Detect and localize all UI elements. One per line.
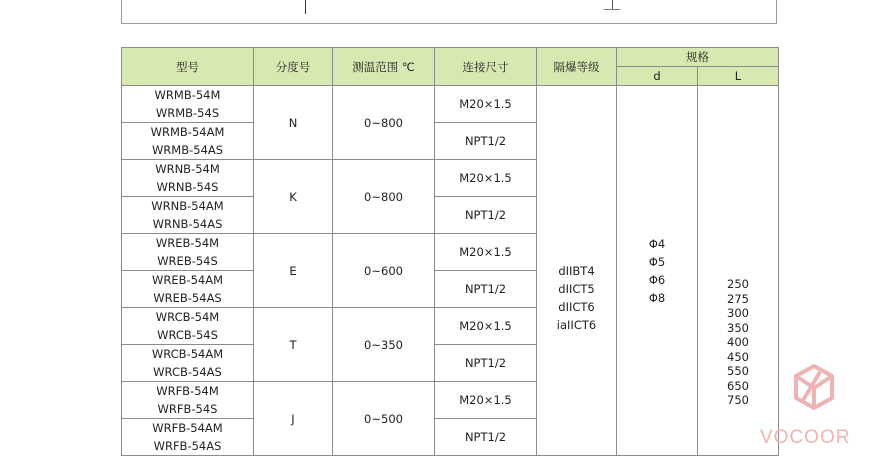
connection-cell: M20×1.5: [435, 234, 537, 271]
header-explosion-grade: 隔爆等级: [537, 48, 617, 86]
connection-cell: NPT1/2: [435, 345, 537, 382]
connection-cell: M20×1.5: [435, 382, 537, 419]
model-cell: WRMB-54M WRMB-54S: [122, 86, 254, 123]
graduation-cell: N: [254, 86, 333, 160]
graduation-cell: T: [254, 308, 333, 382]
model-cell: WRNB-54M WRNB-54S: [122, 160, 254, 197]
diagram-line: [604, 9, 620, 10]
graduation-cell: K: [254, 160, 333, 234]
model-cell: WRFB-54AM WRFB-54AS: [122, 419, 254, 456]
model-cell: WREB-54AM WREB-54AS: [122, 271, 254, 308]
connection-cell: M20×1.5: [435, 86, 537, 123]
header-graduation: 分度号: [254, 48, 333, 86]
header-spec-d: d: [617, 67, 698, 86]
model-cell: WRCB-54AM WRCB-54AS: [122, 345, 254, 382]
range-cell: 0~600: [333, 234, 435, 308]
diameter-cell: Φ4 Φ5 Φ6 Φ8: [617, 86, 698, 456]
brand-name: VOCOOR: [760, 427, 851, 448]
connection-cell: NPT1/2: [435, 271, 537, 308]
header-spec: 规格: [617, 48, 779, 67]
header-connection: 连接尺寸: [435, 48, 537, 86]
range-cell: 0~800: [333, 160, 435, 234]
connection-cell: M20×1.5: [435, 308, 537, 345]
connection-cell: NPT1/2: [435, 197, 537, 234]
model-cell: WRMB-54AM WRMB-54AS: [122, 123, 254, 160]
connection-cell: M20×1.5: [435, 160, 537, 197]
graduation-cell: J: [254, 382, 333, 456]
diagram-line: [305, 0, 306, 14]
model-cell: WRNB-54AM WRNB-54AS: [122, 197, 254, 234]
range-cell: 0~800: [333, 86, 435, 160]
header-spec-L: L: [698, 67, 779, 86]
model-cell: WREB-54M WREB-54S: [122, 234, 254, 271]
graduation-cell: E: [254, 234, 333, 308]
connection-cell: NPT1/2: [435, 123, 537, 160]
table-row: [122, 86, 779, 123]
header-temp-range: 测温范围 ℃: [333, 48, 435, 86]
model-cell: WRFB-54M WRFB-54S: [122, 382, 254, 419]
length-cell: 250 275 300 350 400 450 550 650 750: [698, 86, 779, 456]
connection-cell: NPT1/2: [435, 419, 537, 456]
thermocouple-spec-table: [121, 47, 779, 456]
explosion-grade-cell: dIIBT4 dIICT5 dIICT6 iaIICT6: [537, 86, 617, 456]
range-cell: 0~500: [333, 382, 435, 456]
previous-diagram-frame: [121, 0, 777, 24]
diagram-line: [612, 0, 613, 9]
range-cell: 0~350: [333, 308, 435, 382]
model-cell: WRCB-54M WRCB-54S: [122, 308, 254, 345]
header-model: 型号: [122, 48, 254, 86]
